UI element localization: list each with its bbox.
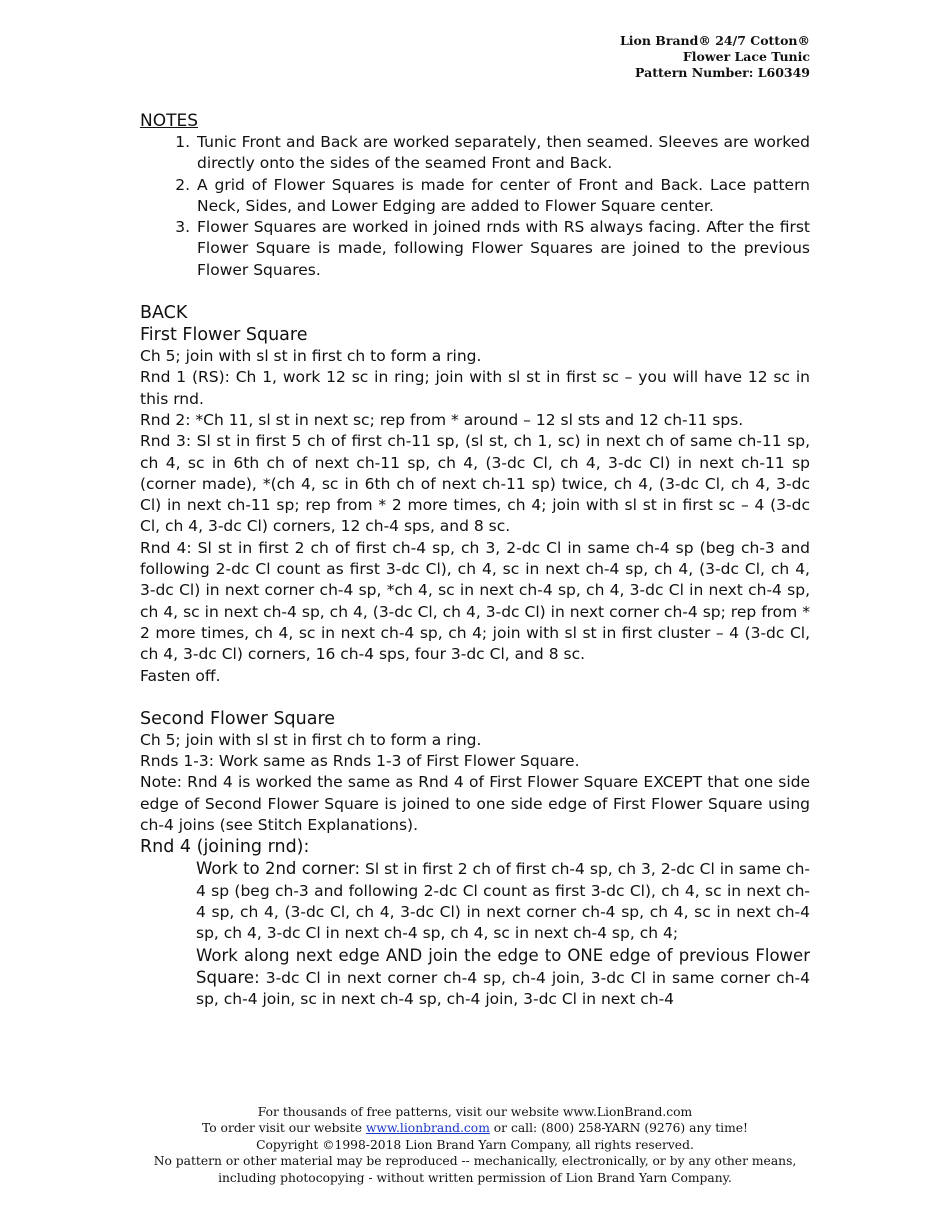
header-yarn-name: Lion Brand® 24/7 Cotton® <box>619 33 810 48</box>
header-pattern-number: Pattern Number: L60349 <box>635 65 810 80</box>
back-heading: BACK <box>140 303 188 324</box>
step-1-lead: Work to 2nd corner: <box>196 859 361 879</box>
second-square-ring: Ch 5; join with sl st in first ch to form a ring. <box>140 730 482 749</box>
footer-order-suffix: or call: (800) 258-YARN (9276) any time! <box>489 1121 748 1136</box>
note-item: 3. Flower Squares are worked in joined rnds with RS always facing. After the first Flower Square is made, following Flower Squares are joined to the previous Flower Squares. <box>195 217 810 281</box>
second-square-step-1 <box>140 858 810 944</box>
second-square-rnd4-heading: Rnd 4 (joining rnd): <box>140 837 310 858</box>
step-1-text: Sl st in first 2 ch of first ch-4 sp, ch 3, 2-dc Cl in same ch-4 sp (beg ch-3 and following 2-dc Cl count as first 3-dc Cl), ch 4, sc in next ch-4 sp, ch 4, (3-dc Cl, ch 4, 3-dc Cl) in next corner ch-4 sp, ch 4, sc in next ch-4 sp, ch 4, 3-dc Cl in next ch-4 sp, ch 4, sc in next ch-4 sp, ch 4; <box>196 860 810 943</box>
first-square-rnd1: Rnd 1 (RS): Ch 1, work 12 sc in ring; join with sl st in first sc – you will have 12 sc in this rnd. <box>140 368 810 408</box>
first-square-rnd3: Rnd 3: Sl st in first 5 ch of first ch-11 sp, (sl st, ch 1, sc) in next ch of same ch-11 sp, ch 4, sc in 6th ch of next ch-11 sp, ch 4, (3-dc Cl, ch 4, 3-dc Cl) in next ch-11 sp (corner made), *(ch 4, sc in 6th ch of next ch-11 sp) twice, ch 4, (3-dc Cl, ch 4, 3-dc Cl) in next ch-11 sp; rep from * 2 more times, ch 4; join with sl st in first sc – 4 (3-dc Cl, ch 4, 3-dc Cl) corners, 12 ch-4 sps, and 8 sc. <box>140 432 810 536</box>
second-square-note: Note: Rnd 4 is worked the same as Rnd 4 of First Flower Square EXCEPT that one side edge of Second Flower Square is joined to one side edge of First Flower Square using ch-4 joins (see Stitch Explanations). <box>140 773 810 835</box>
first-square-rnd4: Rnd 4: Sl st in first 2 ch of first ch-4 sp, ch 3, 2-dc Cl in same ch-4 sp (beg ch-3 and following 2-dc Cl count as first 3-dc Cl), ch 4, sc in next ch-4 sp, ch 4, (3-dc Cl, ch 4, 3-dc Cl) in next corner ch-4 sp, *ch 4, sc in next ch-4 sp, ch 4, 3-dc Cl in next ch-4 sp, ch 4, sc in next ch-4 sp, ch 4, (3-dc Cl, ch 4, 3-dc Cl) in next corner ch-4 sp; rep from * 2 more times, ch 4, sc in next ch-4 sp, ch 4; join with sl st in first cluster – 4 (3-dc Cl, ch 4, 3-dc Cl) corners, 16 ch-4 sps, four 3-dc Cl, and 8 sc. <box>140 538 810 664</box>
pattern-header <box>620 33 810 81</box>
header-pattern-title: Flower Lace Tunic <box>682 49 810 64</box>
first-square-rnd2: Rnd 2: *Ch 11, sl st in next sc; rep from * around – 12 sl sts and 12 ch-11 sps. <box>140 410 744 429</box>
lionbrand-website-link[interactable]: www.lionbrand.com <box>365 1121 490 1136</box>
step-2-lead: Work along next edge AND join the edge to ONE edge of previous Flower Square: <box>196 945 810 987</box>
page-footer <box>140 1104 810 1186</box>
note-item: 2. A grid of Flower Squares is made for center of Front and Back. Lace pattern Neck, Sides, and Lower Edging are added to Flower Square center. <box>195 175 810 218</box>
step-2-text: 3-dc Cl in next corner ch-4 sp, ch-4 join, 3-dc Cl in same corner ch-4 sp, ch-4 join, sc in next ch-4 sp, ch-4 join, 3-dc Cl in next ch-4 <box>196 968 810 1009</box>
footer-order-prefix: To order visit our website <box>202 1121 366 1136</box>
note-item: 1. Tunic Front and Back are worked separately, then seamed. Sleeves are worked directly onto the sides of the seamed Front and Back. <box>195 132 810 175</box>
second-square-rnds-1-3: Rnds 1-3: Work same as Rnds 1-3 of First Flower Square. <box>140 752 580 771</box>
second-square-step-2 <box>140 945 810 1011</box>
footer-copyright: Copyright ©1998-2018 Lion Brand Yarn Company, all rights reserved. <box>256 1137 694 1152</box>
first-square-heading: First Flower Square <box>140 325 308 346</box>
footer-reproduction-notice: No pattern or other material may be reproduced -- mechanically, electronically, or by any other means, including photocopying - without written permission of Lion Brand Yarn Company. <box>153 1154 797 1185</box>
first-square-fasten-off: Fasten off. <box>140 666 221 685</box>
footer-free-patterns: For thousands of free patterns, visit our website www.LionBrand.com <box>257 1105 693 1119</box>
second-square-heading: Second Flower Square <box>140 708 336 729</box>
notes-heading: NOTES <box>140 111 199 131</box>
first-square-ring: Ch 5; join with sl st in first ch to form a ring. <box>140 347 482 366</box>
footer-order-line <box>140 1120 810 1136</box>
notes-list <box>140 132 810 281</box>
pattern-body <box>140 110 810 1010</box>
